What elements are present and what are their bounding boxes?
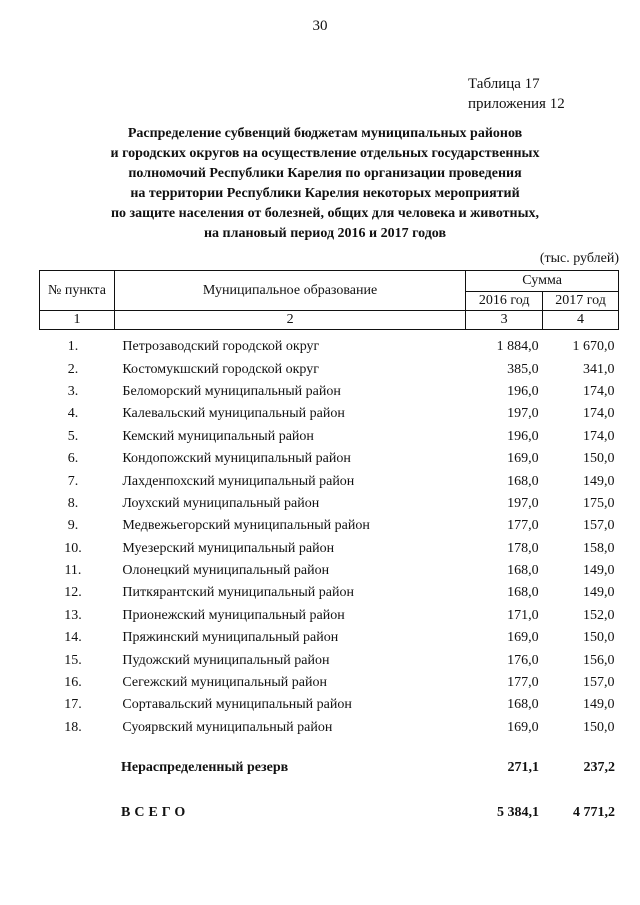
header-index-1: 1 [40,311,115,330]
amount-2017: 157,0 [583,518,615,534]
total-2016: 5 384,1 [497,805,539,820]
row-number: 17. [64,697,82,713]
row-number: 1. [67,339,79,355]
table-row [40,403,619,425]
amount-2017: 156,0 [583,652,615,668]
amount-2017: 174,0 [583,383,615,399]
table-row [40,649,619,671]
municipality-name: Пудожский муниципальный район [122,652,330,668]
table-number: Таблица 17 [468,76,540,92]
page-number: 30 [312,18,328,34]
table-row [40,582,619,604]
amount-2017: 175,0 [583,495,615,511]
amount-2016: 168,0 [507,563,539,579]
amount-2017: 150,0 [583,451,615,467]
total-2017: 4 771,2 [573,805,615,820]
amount-2017: 149,0 [583,585,615,601]
table-row [40,330,619,359]
amount-2016: 169,0 [507,719,539,735]
total-label: ВСЕГО [121,805,190,820]
amount-2016: 168,0 [507,585,539,601]
row-number: 7. [67,473,79,489]
table-row [40,493,619,515]
amount-2016: 1 884,0 [496,339,539,355]
title-line: Распределение субвенций бюджетам муниципальных районов [127,126,523,141]
amount-2016: 176,0 [507,652,539,668]
reserve-label: Нераспределенный резерв [121,760,289,775]
title-line: на плановый период 2016 и 2017 годов [203,226,447,241]
table-row [40,717,619,739]
title-line: на территории Республики Карелия некоторых мероприятий [130,186,520,201]
header-name: Муниципальное образование [114,271,465,311]
municipality-name: Лахденпохский муниципальный район [122,473,355,489]
amount-2017: 149,0 [583,563,615,579]
amount-2016: 168,0 [507,473,539,489]
table-row [40,538,619,560]
header-2017: 2017 год [543,292,619,311]
municipality-name: Сортавальский муниципальный район [122,697,352,713]
row-number: 14. [64,630,82,646]
amount-2016: 169,0 [507,451,539,467]
amount-2017: 152,0 [583,607,615,623]
municipality-name: Питкярантский муниципальный район [122,585,354,601]
header-2016: 2016 год [466,292,543,311]
reserve-2016: 271,1 [507,760,539,775]
row-number: 5. [67,428,79,444]
municipality-name: Кемский муниципальный район [122,428,314,444]
title-line: по защите населения от болезней, общих для человека и животных, [110,206,540,221]
header-index-3: 3 [466,311,543,330]
row-number: 16. [64,675,82,691]
amount-2017: 158,0 [583,540,615,556]
table-row [40,381,619,403]
row-number: 11. [64,563,82,579]
municipality-name: Суоярвский муниципальный район [122,719,333,735]
row-number: 18. [64,719,82,735]
table-row [40,627,619,649]
amount-2016: 177,0 [507,518,539,534]
municipality-name: Калевальский муниципальный район [122,406,345,422]
amount-2017: 157,0 [583,675,615,691]
table-row [40,672,619,694]
municipality-name: Прионежский муниципальный район [122,607,345,623]
amount-2017: 174,0 [583,406,615,422]
title-line: полномочий Республики Карелия по организации проведения [128,166,522,181]
amount-2016: 197,0 [507,406,539,422]
municipality-name: Костомукшский городской округ [122,361,319,377]
units-label: (тыс. рублей) [539,251,619,266]
row-number: 4. [67,406,79,422]
header-sum: Сумма [466,271,619,292]
amount-2016: 178,0 [507,540,539,556]
municipality-name: Кондопожский муниципальный район [122,451,351,467]
table-row [40,426,619,448]
document-title [40,124,610,244]
table-reference [468,74,565,114]
row-number: 10. [64,540,82,556]
table-row [40,694,619,716]
amount-2016: 197,0 [507,495,539,511]
header-num: № пункта [40,271,115,311]
reserve-2017: 237,2 [583,760,615,775]
amount-2017: 150,0 [583,719,615,735]
title-line: и городских округов на осуществление отдельных государственных [110,146,540,161]
table-row [40,448,619,470]
header-index-4: 4 [543,311,619,330]
amount-2016: 385,0 [507,361,539,377]
amount-2016: 177,0 [507,675,539,691]
table-row [40,358,619,380]
municipality-name: Сегежский муниципальный район [122,675,327,691]
amount-2017: 341,0 [583,361,615,377]
table-row [40,560,619,582]
amount-2017: 149,0 [583,697,615,713]
table-row [40,605,619,627]
amount-2017: 149,0 [583,473,615,489]
amount-2016: 168,0 [507,697,539,713]
row-number: 8. [67,495,79,511]
row-number: 6. [67,451,79,467]
row-number: 3. [67,383,79,399]
amount-2017: 1 670,0 [572,339,615,355]
amount-2017: 174,0 [583,428,615,444]
amount-2016: 196,0 [507,383,539,399]
row-number: 15. [64,652,82,668]
amount-2016: 169,0 [507,630,539,646]
municipality-name: Пряжинский муниципальный район [122,630,339,646]
table-body [40,330,619,740]
header-index-2: 2 [114,311,465,330]
row-number: 12. [64,585,82,601]
table-row [40,515,619,537]
municipality-name: Олонецкий муниципальный район [122,563,330,579]
row-number: 13. [64,607,82,623]
municipality-name: Лоухский муниципальный район [122,495,320,511]
row-number: 9. [67,518,79,534]
amount-2017: 150,0 [583,630,615,646]
subvention-table [39,270,619,739]
municipality-name: Медвежьегорский муниципальный район [122,518,370,534]
municipality-name: Петрозаводский городской округ [122,339,320,355]
amount-2016: 171,0 [507,607,539,623]
municipality-name: Беломорский муниципальный район [122,383,341,399]
row-number: 2. [67,361,79,377]
amount-2016: 196,0 [507,428,539,444]
table-row [40,470,619,492]
municipality-name: Муезерский муниципальный район [122,540,335,556]
appendix-number: приложения 12 [468,96,565,112]
